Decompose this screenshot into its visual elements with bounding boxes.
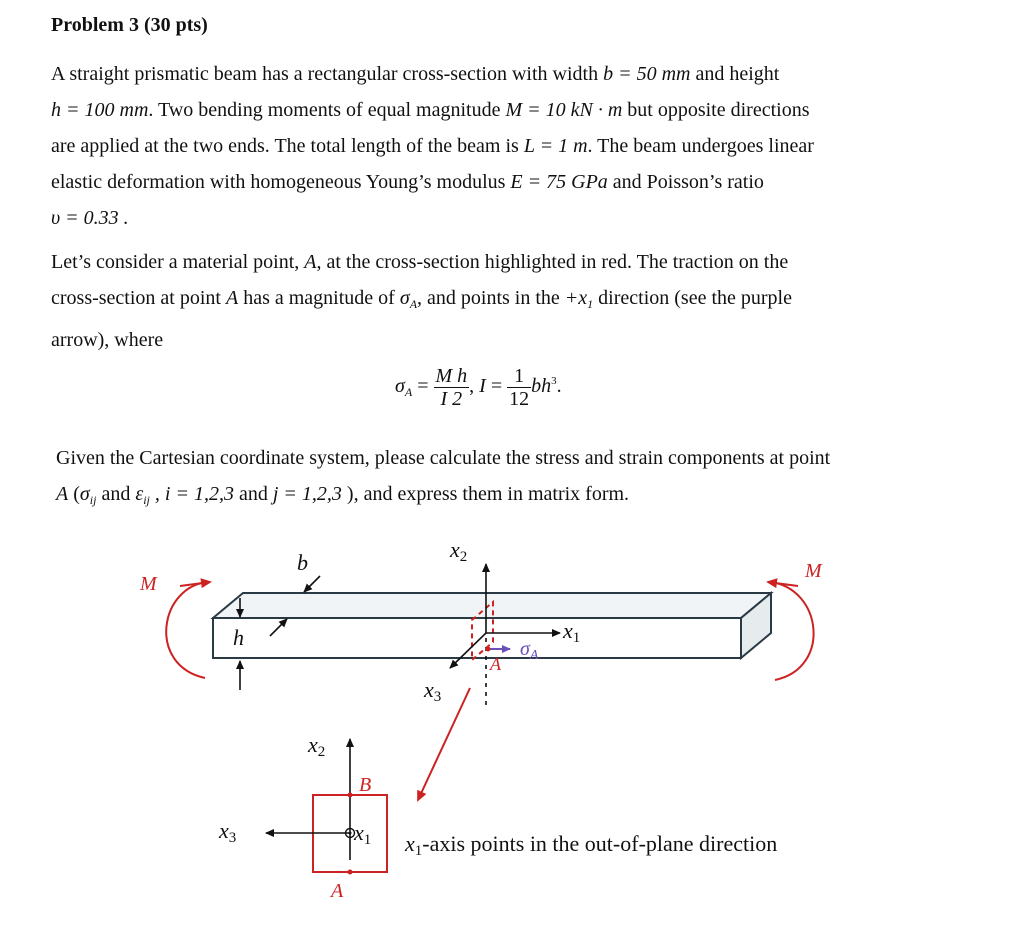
svg-text:x3: x3 xyxy=(424,677,442,705)
svg-text:x3: x3 xyxy=(219,818,237,846)
youngs-eq: E = 75 GPa xyxy=(510,171,608,193)
svg-text:b: b xyxy=(297,550,308,575)
paragraph-3: Given the Cartesian coordinate system, please calculate the stress and strain components at point A ($\sigma_{ij}$ and $\varepsilon_{ij}$ , i = 1,2,3 and j = 1,2,3 ), and express them in matrix form. xyxy=(56,447,831,507)
problem-title: Problem 3 (30 pts) xyxy=(51,14,208,36)
moment-label-right: M xyxy=(805,560,822,582)
paragraph-2: Let’s consider a material point, A, at the cross-section highlighted in red. The traction on the cross-section at point A has a magnitude of $\sigma_A$, and points in the $+x_1$ direction (see the purple arrow), where xyxy=(51,251,792,351)
length-eq: L = 1 m xyxy=(523,135,588,157)
callout-arrow xyxy=(418,688,470,800)
svg-text:x1: x1 xyxy=(563,618,581,646)
moment-left xyxy=(139,573,210,678)
svg-text:σA: $\sigma_A$ xyxy=(520,638,539,663)
point-a-bottom-label: A xyxy=(331,880,344,902)
moment-label-left: M xyxy=(140,573,157,595)
moment-eq: M = 10 kN · m xyxy=(505,99,623,121)
paragraph-1: A straight prismatic beam has a rectangular cross-section with width b = 50 mm and height h = 100 mm. Two bending moments of equal magnitude M = 10 kN · m but opposite directions are applied at the two ends. The total length of the beam is L = 1 m. The beam undergoes linear elastic deformation with homogeneous Young’s modulus E = 75 GPa and Poisson’s ratio υ = 0.33 . xyxy=(51,63,814,229)
width-eq: b = 50 mm xyxy=(603,63,691,85)
svg-text:x1: x1 xyxy=(354,820,372,848)
point-a-label: A xyxy=(490,654,501,674)
out-of-plane-note: x1-axis points in the out-of-plane direction xyxy=(405,831,778,859)
point-b-label: B xyxy=(359,774,372,796)
formula: $\sigma_A$ = $\frac{\text{M h}}{I 2}$ , I = $\frac{1}{12}$ $bh^3$. xyxy=(395,365,562,410)
cross-section-detail xyxy=(218,732,387,902)
fraction-mh: $\frac{\text{M h}}{I 2}$ xyxy=(435,365,468,410)
height-eq: h = 100 mm xyxy=(51,99,149,121)
moment-right xyxy=(768,560,823,680)
svg-text:x2: x2 xyxy=(450,537,468,565)
fraction-twelfth: $\frac{1}{12}$ xyxy=(509,365,530,410)
svg-text:x2: x2 xyxy=(308,732,326,760)
poisson-eq: υ = 0.33 . xyxy=(51,207,129,229)
svg-text:h: h xyxy=(233,625,244,650)
